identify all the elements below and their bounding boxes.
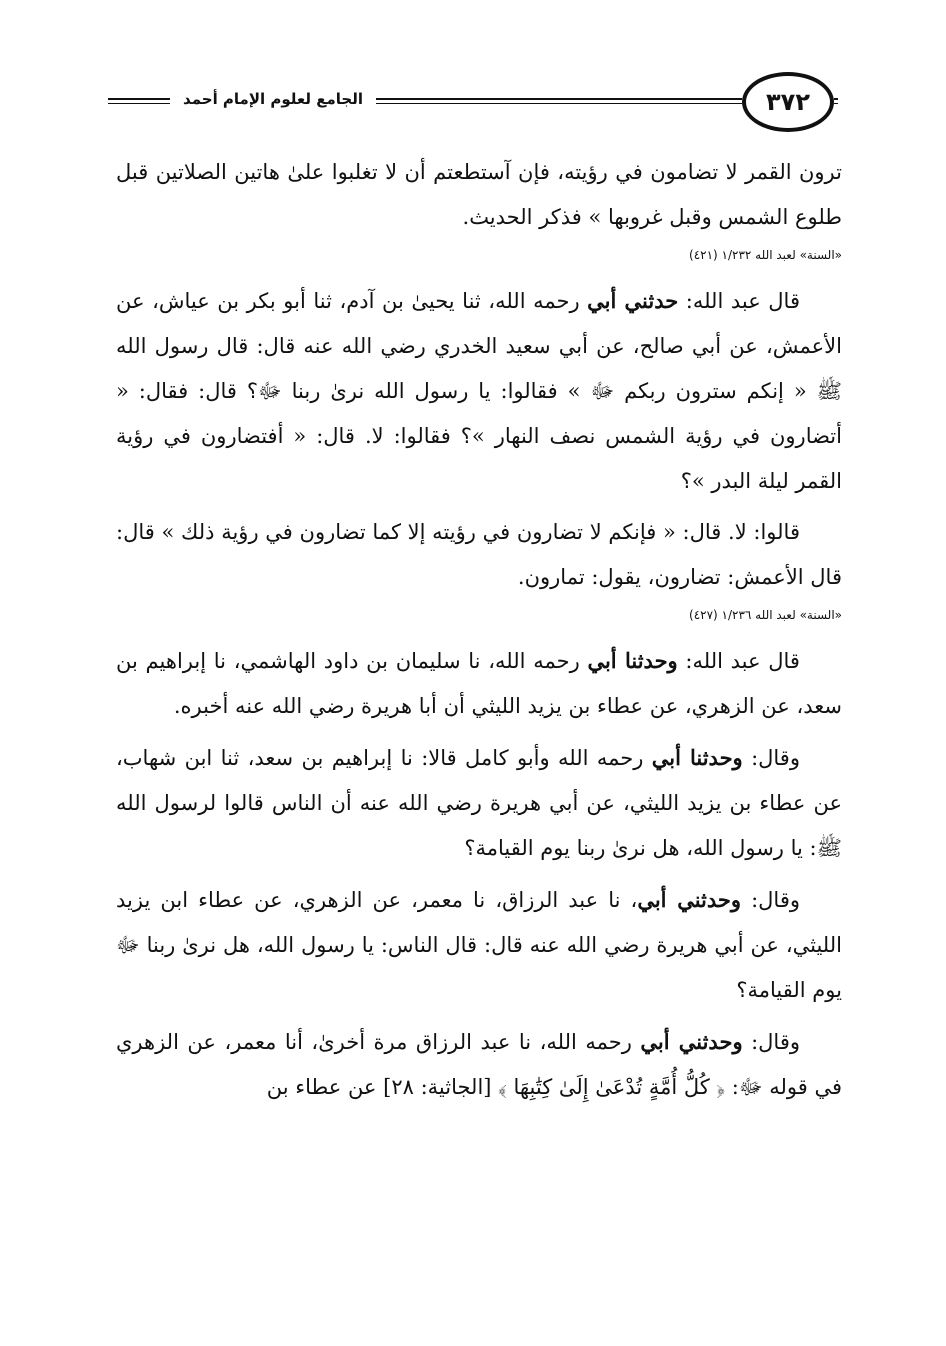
main-text — [116, 150, 842, 1110]
header-rule-right-top — [834, 98, 838, 100]
paragraph-6-intro: وقال: — [741, 888, 801, 912]
paragraph-2-bold: حدثني أبي — [587, 288, 679, 313]
paragraph-2 — [116, 278, 842, 504]
header-rule-right-bottom — [834, 103, 838, 104]
paragraph-3: قالوا: لا. قال: « فإنكم لا تضارون في رؤيته إلا كما تضارون في رؤية ذلك » قال: قال الأعمش: تضارون، يقول: تمارون. — [116, 520, 842, 589]
header-rule-middle-top — [376, 98, 742, 100]
header-rule-left-bottom — [108, 103, 170, 104]
paragraph-4 — [116, 638, 842, 729]
paragraph-5-bold: وحدثنا أبي — [651, 745, 743, 770]
page-header — [108, 72, 838, 136]
source-citation-1: «السنة» لعبد الله ١/٢٣٢ (٤٢١) — [689, 248, 842, 262]
paragraph-2-text: رحمه الله، ثنا يحيىٰ بن آدم، ثنا أبو بكر بن عياش، عن الأعمش، عن أبي صالح، عن أبي سعيد الخدري رضي الله عنه قال: قال رسول الله ﷺ « إنكم سترون ربكم ﷻ » فقالوا: يا رسول الله نرىٰ ربنا ﷻ؟ قال: فقال: « أتضارون في رؤية الشمس نصف النهار »؟ فقالوا: لا. قال: « أفتضارون في رؤية القمر ليلة البدر »؟ — [116, 289, 842, 493]
paragraph-6-text: ، نا عبد الرزاق، نا معمر، عن الزهري، عن عطاء ابن يزيد الليثي، عن أبي هريرة رضي الله عنه قال: قال الناس: يا رسول الله، هل نرىٰ ربنا ﷻ يوم القيامة؟ — [116, 888, 842, 1002]
paragraph-5 — [116, 735, 842, 871]
paragraph-1: ترون القمر لا تضامون في رؤيته، فإن آستطعتم أن لا تغلبوا علىٰ هاتين الصلاتين قبل طلوع الشمس وقبل غروبها » فذكر الحديث. — [116, 160, 842, 229]
paragraph-4-text: رحمه الله، نا سليمان بن داود الهاشمي، نا إبراهيم بن سعد، عن الزهري، عن عطاء بن يزيد الليثي أن أبا هريرة رضي الله عنه أخبره. — [116, 649, 842, 718]
paragraph-7 — [116, 1019, 842, 1110]
source-citation-2: «السنة» لعبد الله ١/٢٣٦ (٤٢٧) — [689, 608, 842, 622]
header-rule-middle-bottom — [376, 103, 742, 104]
paragraph-5-intro: وقال: — [742, 746, 800, 770]
paragraph-7-text: رحمه الله، نا عبد الرزاق مرة أخرىٰ، أنا معمر، عن الزهري في قوله ﷻ: ﴿ كُلُّ أُمَّةٍ تُدْعَىٰ إِلَىٰ كِتَٰبِهَا ﴾ [الجاثية: ٢٨] عن عطاء بن — [116, 1030, 842, 1099]
header-rule-left-top — [108, 98, 170, 100]
paragraph-5-text: رحمه الله وأبو كامل قالا: نا إبراهيم بن سعد، ثنا ابن شهاب، عن عطاء بن يزيد الليثي، عن أبي هريرة رضي الله عنه أن الناس قالوا لرسول الله ﷺ: يا رسول الله، هل نرىٰ ربنا يوم القيامة؟ — [116, 746, 842, 860]
paragraph-4-bold: وحدثنا أبي — [587, 648, 678, 673]
paragraph-6 — [116, 877, 842, 1013]
paragraph-4-intro: قال عبد الله: — [677, 649, 800, 673]
page-number-frame — [742, 72, 834, 132]
page-number: ٣٧٢ — [766, 88, 810, 116]
paragraph-7-intro: وقال: — [742, 1030, 801, 1054]
paragraph-7-bold: وحدثني أبي — [640, 1029, 743, 1054]
paragraph-2-intro: قال عبد الله: — [678, 289, 800, 313]
paragraph-6-bold: وحدثني أبي — [637, 887, 742, 912]
running-title: الجامع لعلوم الإمام أحمد — [170, 90, 376, 108]
